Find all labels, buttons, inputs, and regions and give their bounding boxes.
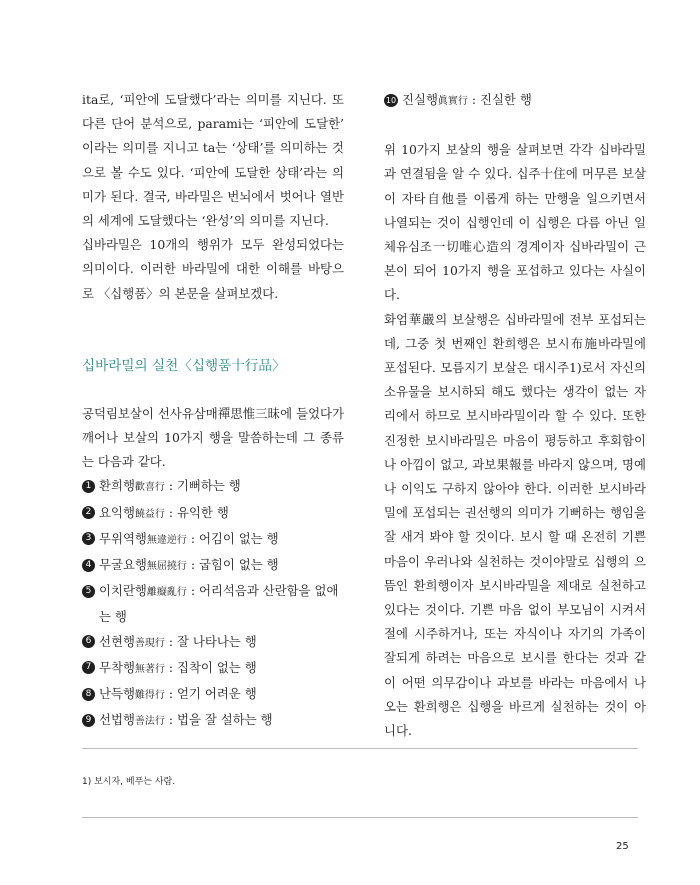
number-badge: 3 bbox=[82, 532, 95, 545]
number-badge: 4 bbox=[82, 559, 95, 572]
item-desc: : 얻기 어려운 행 bbox=[164, 686, 257, 702]
item-desc: : 기뻐하는 행 bbox=[164, 478, 241, 494]
item-name: 선법행 bbox=[99, 712, 135, 728]
item-hanja: 歡喜行 bbox=[134, 482, 165, 494]
paragraph: 위 10가지 보살의 행을 살펴보면 각각 십바라밀과 연결됨을 알 수 있다. 십주十住에 머무른 보살이 자타自他를 이롭게 하는 만행을 일으키면서 나열되는 것이 십행인데 이 십행은 다름 아닌 일체유심조一切唯心造의 경계이자 십바라밀이 근본이 되어 10가지 행을 포섭하고 있다는 사실이다. bbox=[384, 142, 646, 303]
number-badge: 7 bbox=[82, 661, 95, 674]
intro-paragraph: ita로, ‘피안에 도달했다’라는 의미를 지닌다. 또 다른 단어 분석으로, parami는 ‘피안에 도달한’ 이라는 의미를 지니고 ta는 ‘상태’를 의미하는 것으로 볼 수도 있다. ‘피안에 도달한 상태’라는 의미가 된다. 결국, 바라밀은 번뇌에서 벗어나 열반의 세계에 도달했다는 ‘완성’의 의미를 지닌다. bbox=[82, 92, 344, 229]
left-column bbox=[82, 88, 344, 734]
spacer bbox=[384, 114, 646, 138]
item-hanja: 眞實行 bbox=[437, 96, 468, 107]
item-hanja: 無違逆行 bbox=[146, 534, 187, 546]
paragraph: 화엄華嚴의 보살행은 십바라밀에 전부 포섭되는데, 그중 첫 번째인 환희행은 보시布施바라밀에 포섭된다. 모름지기 보살은 대시주1)로서 자신의 소유물을 보시하되 해도 했다는 생각이 없는 자리에서 하므로 보시바라밀이라 할 수 있다. 또한 진정한 보시바라밀은 마음이 평등하고 후회함이나 아낌이 없고, 과보果報를 바라지 않으며, 명예나 이익도 구하지 않아야 한다. 이러한 보시바라밀에 포섭되는 권선행의 의미가 기뻐하는 행임을 잘 새겨 봐야 할 것이다. 보시 할 때 온전히 기쁜 마음이 우러나와 실천하는 것이야말로 십행의 으뜸인 환희행이자 보시바라밀을 제대로 실천하고 있다는 것이다. 기쁜 마음 없이 부모님이 시켜서 절에 시주하거나, 또는 자식이나 자기의 가족이 잘되게 하려는 마음으로 보시를 한다는 것과 같이 어떤 의무감이나 과보를 바라는 마음에서 나오는 환희행은 십행을 바르게 실천하는 것이 아니다. bbox=[384, 311, 646, 739]
item-hanja: 無著行 bbox=[134, 663, 165, 675]
footnote: 1) 보시자, 베푸는 사람. bbox=[82, 777, 176, 787]
item-name: 무위역행 bbox=[99, 530, 147, 546]
number-badge: 8 bbox=[82, 688, 95, 701]
item-desc: : 진실한 행 bbox=[467, 92, 532, 107]
item-hanja: 無屈撓行 bbox=[146, 561, 187, 573]
list-item bbox=[82, 682, 344, 708]
item-desc: : 잘 나타나는 행 bbox=[164, 633, 257, 649]
number-badge: 5 bbox=[82, 585, 95, 598]
paragraph: 공덕림보살이 선사유삼매禪思惟三昧에 들었다가 깨어나 보살의 10가지 행을 말씀하는데 그 종류는 다음과 같다. bbox=[82, 405, 344, 470]
list-item bbox=[82, 501, 344, 527]
item-desc: : 어김이 없는 행 bbox=[186, 530, 279, 546]
paragraph: 십바라밀은 10개의 행위가 모두 완성되었다는 의미이다. 이러한 바라밀에 대한 이해를 바탕으로 〈십행품〉의 본문을 살펴보겠다. bbox=[82, 237, 344, 301]
number-badge: 2 bbox=[82, 506, 95, 519]
spacer bbox=[82, 306, 344, 354]
item-desc: : 법을 잘 설하는 행 bbox=[164, 712, 273, 728]
item-name: 선현행 bbox=[99, 633, 135, 649]
list-item bbox=[82, 579, 344, 629]
number-badge: 1 bbox=[82, 480, 95, 493]
item-hanja: 饒益行 bbox=[134, 508, 165, 520]
item-desc: : 집착이 없는 행 bbox=[164, 659, 257, 675]
item-name: 무착행 bbox=[99, 659, 135, 675]
footer-divider bbox=[82, 817, 638, 818]
item-name: 무굴요행 bbox=[99, 557, 147, 573]
list-item bbox=[82, 708, 344, 734]
list-item bbox=[384, 88, 646, 114]
item-name: 진실행 bbox=[402, 92, 438, 107]
item-name: 난득행 bbox=[99, 686, 135, 702]
number-badge: 9 bbox=[82, 714, 95, 727]
item-hanja: 善現行 bbox=[134, 637, 165, 649]
item-name: 요익행 bbox=[99, 504, 135, 520]
item-desc: : 유익한 행 bbox=[164, 504, 229, 520]
page-number: 25 bbox=[616, 841, 629, 852]
right-column bbox=[384, 88, 646, 743]
item-desc: : 어리석음과 산란함을 없애는 행 bbox=[99, 583, 339, 625]
list-item bbox=[82, 527, 344, 553]
item-hanja: 善法行 bbox=[134, 716, 165, 728]
list-item bbox=[82, 656, 344, 682]
item-desc: : 굽힘이 없는 행 bbox=[186, 557, 279, 573]
number-badge: 10 bbox=[385, 95, 397, 105]
item-hanja: 難得行 bbox=[134, 690, 165, 702]
item-name: 이치란행 bbox=[99, 583, 147, 599]
list-item bbox=[82, 474, 344, 500]
section-title: 십바라밀의 실천〈십행품十行品〉 bbox=[82, 357, 286, 374]
number-badge: 6 bbox=[82, 635, 95, 648]
spacer bbox=[82, 378, 344, 402]
list-item bbox=[82, 553, 344, 579]
item-hanja: 離癡亂行 bbox=[146, 587, 187, 599]
item-name: 환희행 bbox=[99, 478, 135, 494]
list-item bbox=[82, 630, 344, 656]
footnote-divider bbox=[82, 748, 638, 749]
